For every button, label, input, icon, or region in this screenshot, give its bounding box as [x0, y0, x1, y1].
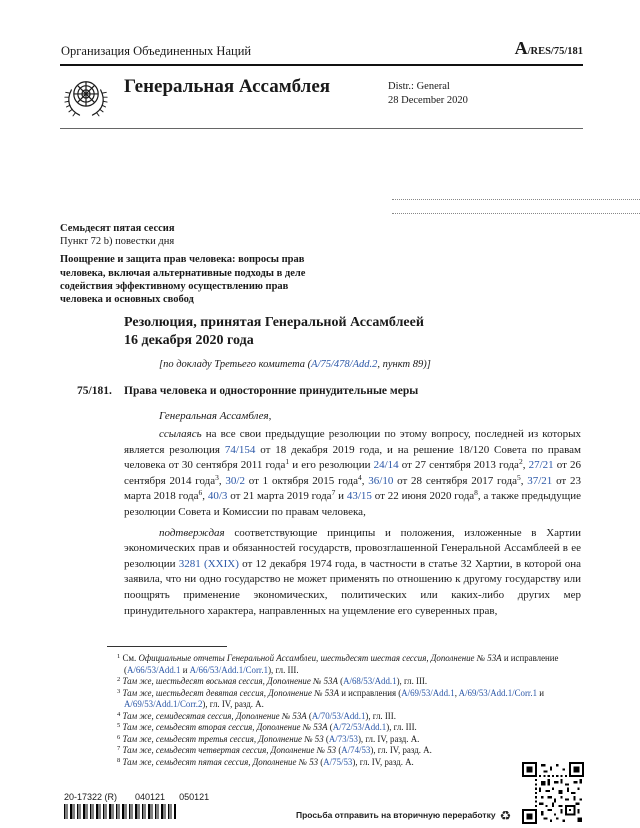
footnote-ref: 4	[358, 472, 362, 482]
dotted-line	[392, 199, 640, 200]
footnote-marker: 5	[117, 722, 121, 729]
text-run: от 22 июня 2020 года	[371, 490, 475, 503]
doc-link[interactable]: 36/10	[368, 474, 394, 487]
footnote-ref: 6	[198, 488, 203, 498]
text-run: ,	[454, 687, 459, 698]
text-run: и	[335, 490, 347, 503]
text-run: и исправление (	[124, 653, 559, 675]
recycle-text: Просьба отправить на вторичную переработку	[296, 810, 496, 820]
text-run: (	[323, 733, 329, 744]
text-run: См.	[122, 653, 139, 663]
footnote-ref: 8	[474, 488, 478, 498]
footnote-marker: 1	[117, 653, 121, 660]
recycle-note	[296, 808, 511, 824]
text-run: от 26 сентября 2014 года	[124, 459, 582, 487]
footnotes-list	[117, 653, 581, 768]
footnote	[117, 722, 581, 734]
session-title: Семьдесят пятая сессия	[60, 223, 175, 234]
date-code-1: 040121	[135, 792, 166, 802]
resolution-heading-line2: 16 декабря 2020 года	[124, 333, 254, 348]
footnote-marker: 8	[117, 756, 121, 764]
org-name: Организация Объединенных Наций	[61, 44, 252, 58]
text-run: (	[318, 756, 324, 767]
agenda-title: Поощрение и защита прав человека: вопросы прав человека, включая альтернативные подходы в деле содействия эффективному осуществлению прав человека и основных свобод	[60, 254, 306, 306]
footnote	[117, 687, 581, 711]
doc-symbol-number: /RES/75/181	[527, 46, 583, 57]
doc-link[interactable]: 24/14	[373, 459, 399, 472]
report-reference	[124, 359, 581, 370]
text-run: (	[327, 722, 333, 732]
text-run-italic: Там же, шестьдесят восьмая сессия, Дополнение № 53A	[122, 676, 338, 686]
doc-link[interactable]: A/66/53/Add.1	[126, 664, 181, 675]
text-run: от 28 сентября 2017 года	[393, 474, 517, 487]
text-run: от 27 сентября 2013 года	[398, 459, 519, 472]
footnote-marker: 2	[117, 676, 121, 683]
text-run: от 1 октября 2015 года	[244, 474, 358, 487]
doc-link[interactable]: A/69/53/Add.1/Corr.2	[124, 699, 203, 709]
footnote-separator	[107, 646, 227, 647]
text-run: ), гл. III.	[365, 710, 396, 721]
distr-date: 28 December 2020	[388, 95, 468, 106]
doc-symbol-series: A	[514, 38, 528, 58]
text-run: и его резолюции	[289, 459, 374, 472]
text-run: на все свои предыдущие резолюции по этому вопросу, последней из которых является резолюция	[124, 428, 581, 456]
doc-link[interactable]: 74/154	[224, 443, 256, 456]
text-run-italic: Официальные отчеты Генеральной Ассамблеи, шестьдесят шестая сессия, Дополнение № 53A	[138, 653, 502, 663]
un-emblem-icon	[60, 72, 112, 124]
doc-link[interactable]: A/73/53	[328, 733, 358, 744]
body-paragraph-1	[124, 427, 581, 521]
doc-link[interactable]: A/66/53/Add.1/Corr.1	[189, 664, 269, 675]
text-run: и	[180, 664, 190, 675]
doc-link[interactable]: A/75/478/Add.2	[311, 359, 378, 370]
footnote-marker: 6	[117, 733, 121, 741]
doc-link[interactable]: A/69/53/Add.1/Corr.1	[458, 687, 538, 698]
assembly-title: Генеральная Ассамблея	[124, 76, 331, 97]
footnote-ref: 2	[518, 457, 523, 467]
text-run: ), гл. III.	[396, 676, 428, 686]
barcode	[64, 804, 176, 819]
date-code-2: 050121	[179, 792, 210, 802]
text-run-italic: Там же, семьдесят четвертая сессия, Дополнение № 53	[122, 745, 337, 755]
doc-link[interactable]: 27/21	[528, 459, 554, 472]
doc-link[interactable]: A/69/53/Add.1	[401, 687, 455, 698]
header-rule-top	[60, 64, 583, 66]
recycle-icon: ♻	[499, 808, 512, 823]
text-run: ,	[361, 474, 369, 487]
text-run: ), гл. IV, разд. A.	[357, 733, 420, 744]
footnote-marker: 3	[117, 687, 121, 695]
footnote	[117, 710, 581, 723]
footnote-ref: 7	[331, 488, 336, 498]
agenda-item: Пункт 72 b) повестки дня	[60, 236, 175, 248]
doc-link[interactable]: 40/3	[207, 490, 228, 503]
text-run: от 21 марта 2019 года	[227, 490, 332, 503]
footnotes-section	[117, 646, 581, 768]
footnote-marker: 7	[117, 745, 121, 752]
text-run-italic: Там же, семьдесят вторая сессия, Дополнение № 53A	[122, 722, 328, 732]
text-run: от 23 марта 2018 года	[124, 474, 582, 503]
text-run-italic: ссылаясь	[159, 428, 202, 440]
footnote-ref: 3	[215, 472, 219, 482]
text-run: (	[336, 745, 342, 755]
doc-link[interactable]: 3281 (XXIX)	[178, 557, 239, 570]
text-run: соответствующие принципы и положения, изложенные в Хартии экономических прав и обязанностей государств, провозглашенной Генеральной Ассамблеей в ее резолюции	[124, 526, 581, 570]
text-run-italic: Там же, семьдесят пятая сессия, Дополнение № 53	[122, 756, 319, 767]
text-run: ,	[202, 490, 208, 503]
distribution-block	[388, 80, 468, 108]
text-run: ,	[218, 474, 226, 487]
text-run: ), гл. III.	[386, 722, 417, 732]
resolution-number: 75/181.	[77, 385, 112, 397]
resolution-heading-line1: Резолюция, принятая Генеральной Ассамблеей	[124, 315, 424, 330]
text-run-italic: Там же, шестьдесят девятая сессия, Дополнение № 53A	[122, 687, 339, 698]
text-run-italic: подтверждая	[159, 526, 225, 539]
doc-link[interactable]: A/70/53/Add.1	[311, 710, 366, 721]
session-block	[60, 222, 322, 306]
doc-symbol	[515, 38, 583, 59]
resolution-title: Права человека и односторонние принудительные меры	[124, 385, 419, 397]
doc-link[interactable]: 43/15	[346, 490, 372, 503]
doc-link[interactable]: A/74/53	[341, 745, 371, 755]
text-run: ), гл. IV, разд. A.	[352, 756, 414, 767]
distr-label: Distr.: General	[388, 81, 450, 92]
text-run: и	[537, 687, 545, 698]
text-run: ), гл. IV, разд. A.	[202, 699, 264, 709]
resolution-body	[77, 314, 582, 619]
qr-code	[522, 762, 584, 824]
text-run-italic: Там же, семидесятая сессия, Дополнение № 53A	[122, 710, 307, 721]
body-paragraph-2	[124, 526, 581, 620]
resolution-number-row	[77, 385, 581, 397]
text-run: ,	[522, 459, 529, 472]
footnote-ref: 5	[516, 472, 521, 482]
dotted-line	[392, 213, 640, 214]
text-run: от 18 декабря 2019 года, и на решение 18/120 Совета по правам человека от 30 сентября 2011 года	[124, 443, 581, 472]
job-number: 20-17322 (R)	[64, 792, 118, 802]
doc-link[interactable]: A/72/53/Add.1	[332, 722, 387, 732]
doc-link[interactable]: A/68/53/Add.1	[343, 676, 397, 686]
text-run: [по докладу Третьего комитета (	[159, 359, 312, 370]
text-run: ), гл. III.	[268, 664, 299, 675]
footnote	[117, 676, 581, 688]
text-run: (	[306, 710, 312, 721]
text-run-italic: Там же, семьдесят третья сессия, Дополнение № 53	[122, 733, 324, 744]
footnote-marker: 4	[117, 710, 121, 718]
footnote	[117, 653, 581, 676]
doc-link[interactable]: 37/21	[527, 474, 553, 487]
footnote-ref: 1	[285, 457, 290, 467]
text-run: ), гл. IV, разд. A.	[370, 745, 432, 755]
text-run: и исправления (	[339, 687, 402, 698]
doc-link[interactable]: 30/2	[225, 474, 245, 487]
footnote	[117, 745, 581, 757]
text-run: , пункт 89)]	[377, 359, 431, 370]
text-run: (	[337, 676, 344, 686]
text-run: от 12 декабря 1974 года, в частности в статье 32 Хартии, в которой она заявила, что ни одно государство не может применять по отношению к другому государству или поощрять применение экономических, политических или каких-либо других мер принудительного характера, направленных на ущемление его суверенных прав,	[124, 557, 581, 617]
opening-line: Генеральная Ассамблея,	[159, 410, 272, 422]
footnote	[117, 733, 581, 746]
text-run: , а также предыдущие резолюции Совета и Комиссии по правам человека,	[124, 490, 581, 518]
text-run: ,	[520, 474, 528, 487]
doc-link[interactable]: A/75/53	[323, 756, 353, 767]
header-rule-bottom	[60, 128, 583, 129]
job-number-line	[64, 792, 209, 802]
footnote	[117, 756, 581, 769]
